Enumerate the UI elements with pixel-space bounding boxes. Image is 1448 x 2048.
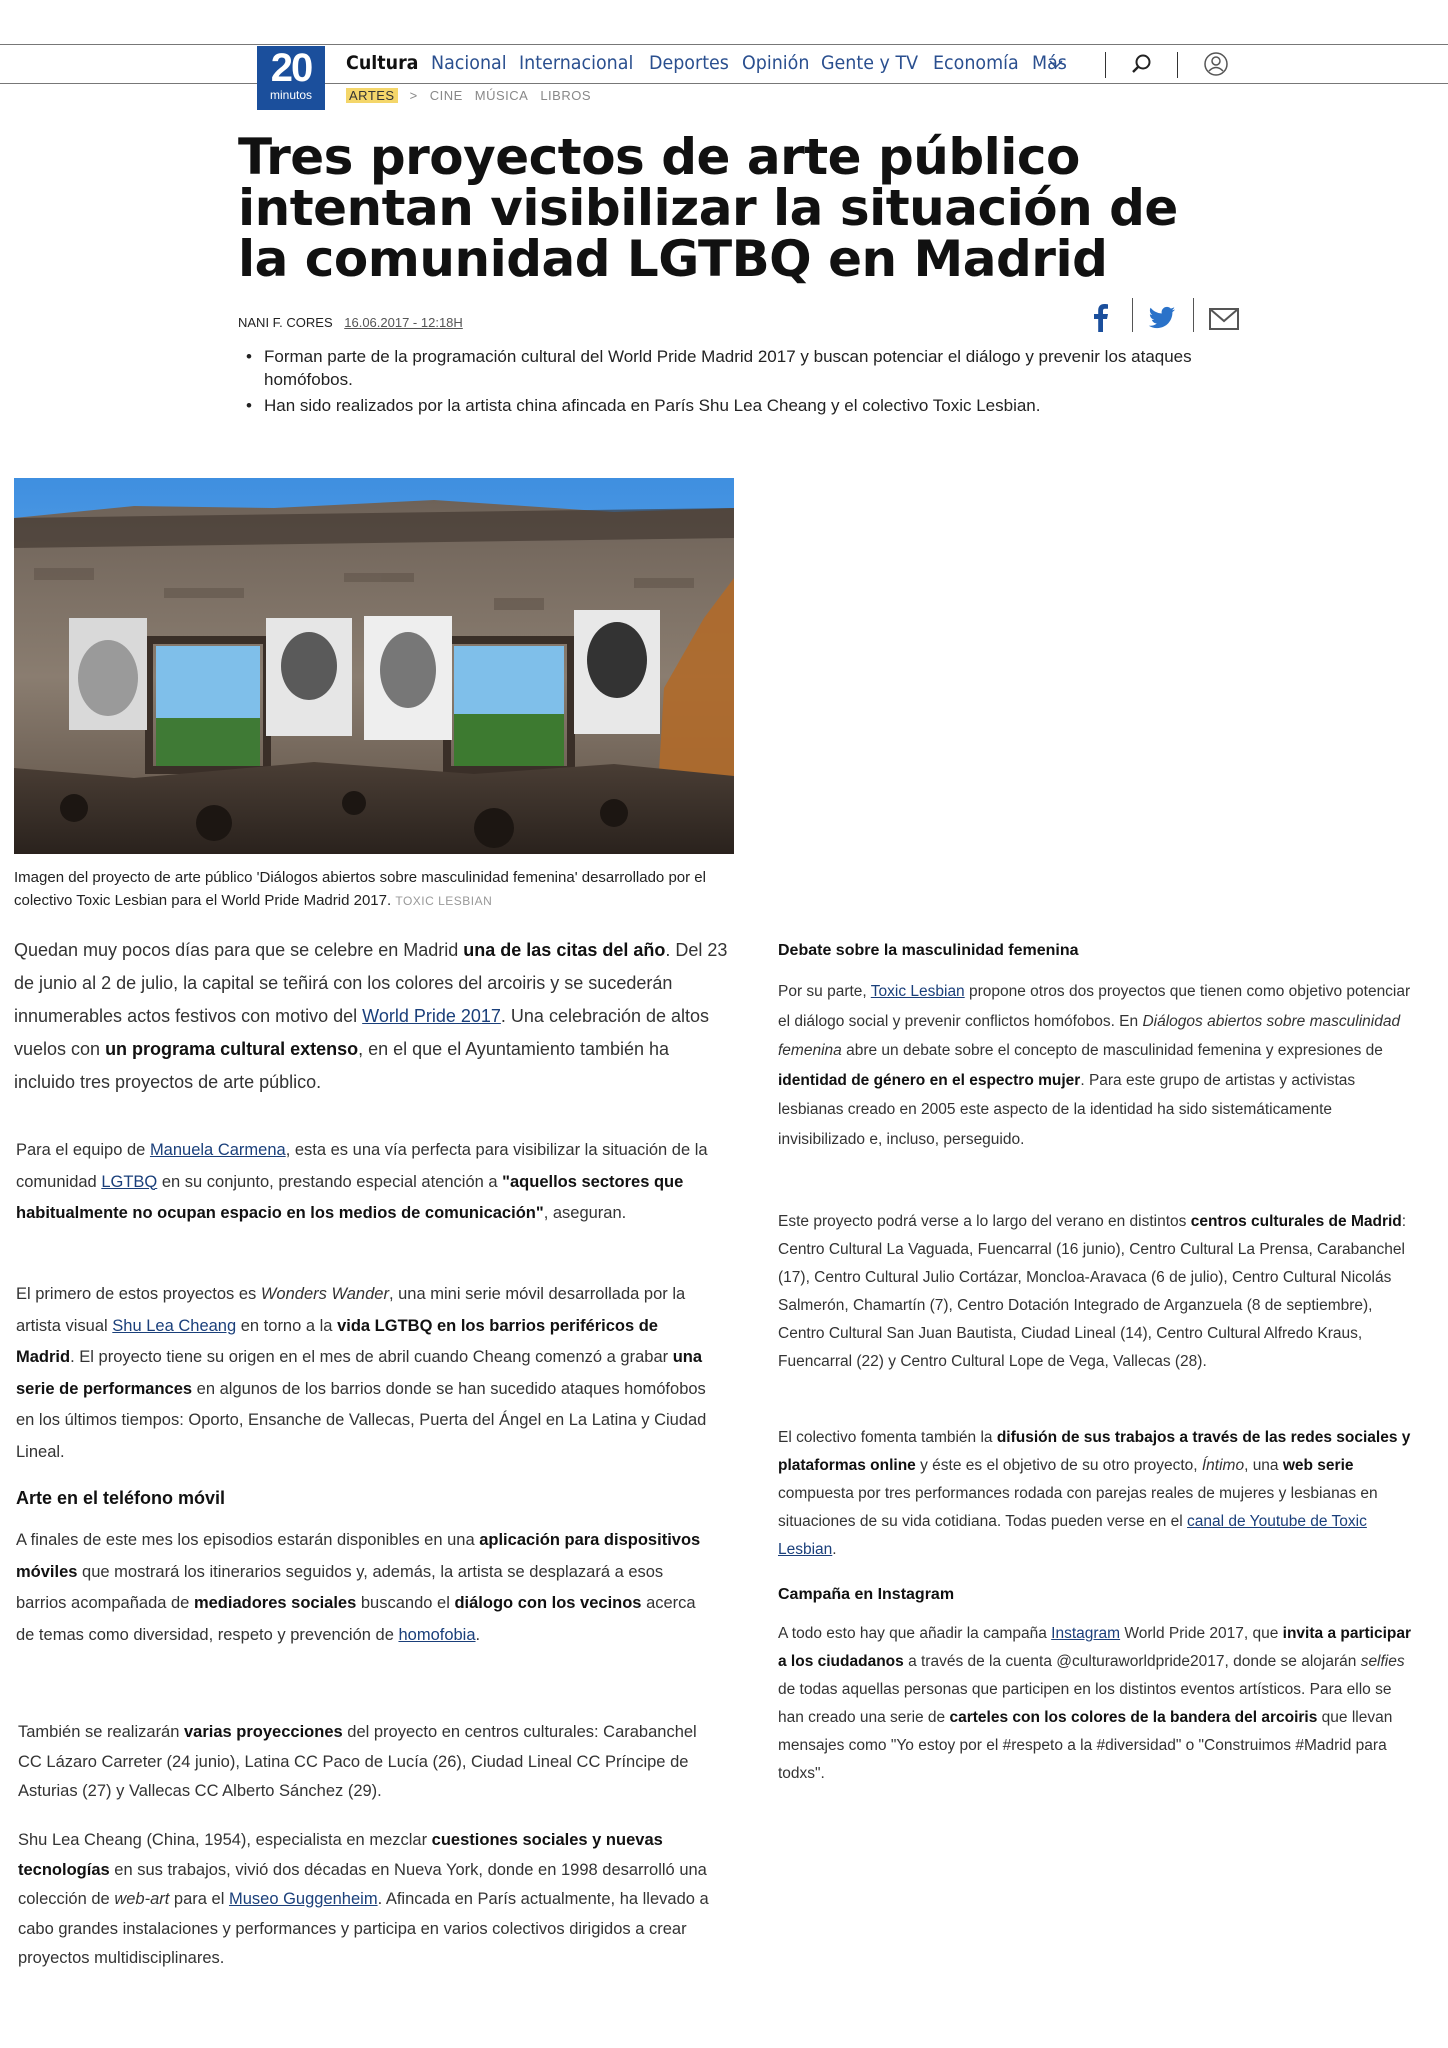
text-run: Wonders Wander — [260, 1285, 389, 1303]
text-run: aplicación para dispositivos móviles — [16, 1531, 701, 1581]
link-manuela-carmena[interactable]: Manuela Carmena — [149, 1141, 286, 1159]
nav-item-deportes[interactable]: Deportes — [649, 52, 730, 74]
section-heading-movil: Arte en el teléfono móvil — [16, 1488, 226, 1508]
text-run: un programa cultural extenso — [105, 1039, 359, 1059]
share-divider — [1193, 298, 1194, 332]
text-run: invita a participar a los ciudadanos — [778, 1625, 1412, 1670]
chevron-down-icon[interactable] — [1048, 58, 1064, 70]
text-run: identidad de género en el espectro mujer — [778, 1071, 1081, 1089]
text-run: El primero de estos proyectos es — [16, 1285, 261, 1303]
article-photo[interactable] — [14, 478, 734, 854]
paragraph-right-2 — [778, 1208, 1418, 1376]
text-run: World Pride 2017, que — [1120, 1625, 1283, 1642]
link-lgtbq[interactable]: LGTBQ — [101, 1172, 158, 1191]
text-run: para el — [169, 1890, 229, 1908]
subnav-item-cine[interactable]: CINE — [429, 88, 463, 103]
text-run: . Afincada en París actualmente, ha llevado a cabo grandes instalaciones y performances y participa en varios colectivos dirigidos a crear proyectos multidisciplinares. — [18, 1890, 709, 1967]
text-run: A todo esto hay que añadir la campaña — [778, 1625, 1052, 1642]
text-run: diálogo con los vecinos — [454, 1594, 642, 1612]
subnav-item-artes[interactable]: ARTES — [346, 88, 398, 103]
text-run: , aseguran. — [543, 1204, 627, 1222]
text-run: . Para este grupo de artistas y activistas lesbianas creado en 2005 este aspecto de la identidad ha sido sistemáticamente invisibilizado e, incluso, perseguido. — [778, 1071, 1356, 1148]
text-run: A finales de este mes los episodios estarán disponibles en una — [16, 1531, 480, 1549]
author-name[interactable]: NANI F. CORES — [238, 315, 333, 330]
link-world-pride[interactable]: World Pride 2017 — [362, 1006, 501, 1026]
main-nav — [346, 52, 1068, 74]
link-homofobia[interactable]: homofobia — [398, 1625, 476, 1644]
nav-item-internacional[interactable]: Internacional — [518, 52, 634, 74]
text-run: que mostrará los itinerarios seguidos y, además, la artista se desplazará a esos barrios acompañada de — [16, 1562, 664, 1612]
paragraph-6 — [18, 1826, 718, 1974]
nav-item-cultura[interactable]: Cultura — [346, 52, 419, 74]
logo-word: minutos — [269, 88, 313, 102]
text-run: compuesta por tres performances rodada con parejas reales de mujeres y lesbianas en situaciones de su vida cotidiana. Todas pueden verse en el — [778, 1485, 1378, 1530]
nav-divider — [1105, 52, 1106, 78]
text-run: , esta es una vía perfecta para visibilizar la situación de la comunidad — [16, 1141, 708, 1191]
paragraph-4 — [16, 1525, 716, 1651]
text-run: web serie — [1282, 1457, 1354, 1474]
text-run: de todas aquellas personas que participen en los distintos eventos artísticos. Para ello se han creado una serie de — [778, 1681, 1392, 1726]
paragraph-1 — [14, 934, 734, 1099]
text-run: una de las citas del año — [463, 940, 666, 960]
section-heading-debate: Debate sobre la masculinidad femenina — [778, 942, 1079, 959]
paragraph-right-1 — [778, 977, 1418, 1154]
user-icon[interactable] — [1202, 50, 1230, 78]
text-run: , una mini serie móvil desarrollada por la artista visual — [16, 1285, 686, 1335]
article-summary — [244, 345, 1244, 420]
text-run: varias proyecciones — [184, 1723, 343, 1741]
nav-item-nacional[interactable]: Nacional — [430, 52, 507, 74]
text-run: abre un debate sobre el concepto de masculinidad femenina y expresiones de — [841, 1042, 1383, 1059]
text-run: propone otros dos proyectos que tienen como objetivo potenciar el diálogo social y prevenir conflictos homófobos. En — [778, 983, 1411, 1030]
text-run: difusión de sus trabajos a través de las redes sociales y plataformas online — [778, 1429, 1411, 1474]
text-run: . Una celebración de altos vuelos con — [14, 1006, 710, 1059]
nav-item-opinion[interactable]: Opinión — [742, 52, 810, 74]
text-run: Diálogos abiertos sobre masculinidad femenina — [778, 1012, 1401, 1059]
text-run: Para el equipo de — [16, 1141, 150, 1159]
summary-bullet: • Han sido realizados por la artista china afincada en París Shu Lea Cheang y el colectivo Toxic Lesbian. — [244, 394, 1244, 417]
nav-divider — [1177, 52, 1178, 78]
text-run: Este proyecto podrá verse a lo largo del verano en distintos — [778, 1213, 1191, 1230]
text-run: . — [475, 1625, 481, 1644]
text-run: "aquellos sectores que habitualmente no ocupan espacio en los medios de comunicación" — [16, 1172, 684, 1222]
text-run: . El proyecto tiene su origen en el mes de abril cuando Cheang comenzó a grabar — [70, 1348, 673, 1366]
text-run: El colectivo fomenta también la — [778, 1429, 997, 1446]
site-logo[interactable] — [257, 46, 325, 110]
nav-item-gente-tv[interactable]: Gente y TV — [821, 52, 919, 74]
article-title: Tres proyectos de arte público intentan visibilizar la situación de la comunidad LGTBQ en Madrid — [238, 128, 1178, 288]
link-toxic-lesbian[interactable]: Toxic Lesbian — [870, 983, 965, 1000]
mail-icon[interactable] — [1208, 300, 1240, 336]
text-run: acerca de temas como diversidad, respeto y prevención de — [16, 1594, 696, 1644]
search-icon[interactable] — [1128, 50, 1156, 78]
text-run: Quedan muy pocos días para que se celebre en Madrid — [14, 940, 464, 960]
summary-bullet: • Forman parte de la programación cultural del World Pride Madrid 2017 y buscan potenciar el diálogo y prevenir los ataques homófobos. — [244, 345, 1244, 391]
text-run: selfies — [1360, 1653, 1405, 1670]
text-run: en sus trabajos, vivió dos décadas en Nueva York, donde en 1998 desarrolló una colección de — [18, 1860, 707, 1908]
text-run: mediadores sociales — [193, 1594, 357, 1612]
text-run: en algunos de los barrios donde se han sucedido ataques homófobos en los últimos tiempos: Oporto, Ensanche de Vallecas, Puerta del Ángel en La Latina y Ciudad Lineal. — [16, 1379, 707, 1461]
twitter-icon[interactable] — [1147, 300, 1177, 336]
text-run: buscando el — [356, 1594, 455, 1612]
text-run: web-art — [114, 1890, 170, 1908]
subnav-item-musica[interactable]: MÚSICA — [474, 88, 529, 103]
text-run: , una — [1244, 1457, 1283, 1474]
section-heading-instagram: Campaña en Instagram — [778, 1586, 955, 1603]
text-run: cuestiones sociales y nuevas tecnologías — [18, 1831, 663, 1879]
link-shu-lea-cheang[interactable]: Shu Lea Cheang — [112, 1316, 237, 1335]
paragraph-3 — [16, 1279, 716, 1468]
text-run: También se realizarán — [18, 1723, 184, 1741]
paragraph-2 — [16, 1135, 716, 1230]
paragraph-right-4 — [778, 1620, 1418, 1788]
text-run: Íntimo — [1201, 1457, 1245, 1474]
text-run: y éste es el objetivo de su otro proyecto, — [915, 1457, 1202, 1474]
link-instagram[interactable]: Instagram — [1051, 1625, 1121, 1642]
text-run: Shu Lea Cheang (China, 1954), especialista en mezclar — [18, 1831, 432, 1849]
caption-text: Imagen del proyecto de arte público 'Diálogos abiertos sobre masculinidad femenina' desarrollado por el colectivo Toxic Lesbian para el World Pride Madrid 2017. — [14, 869, 706, 909]
link-youtube-toxic-lesbian[interactable]: canal de Youtube de Toxic Lesbian — [778, 1513, 1367, 1558]
text-run: en torno a la — [236, 1316, 338, 1335]
paragraph-right-3 — [778, 1424, 1418, 1564]
paragraph-5 — [18, 1718, 718, 1807]
text-run: . — [832, 1541, 837, 1558]
text-run: vida LGTBQ en los barrios periféricos de Madrid — [16, 1316, 658, 1366]
sub-nav — [346, 88, 591, 103]
text-run: del proyecto en centros culturales: Carabanchel CC Lázaro Carreter (24 junio), Latina CC Paco de Lucía (26), Ciudad Lineal CC Príncipe de Asturias (27) y Vallecas CC Alberto Sánchez (29). — [18, 1723, 697, 1800]
text-run: centros culturales de Madrid — [1190, 1213, 1402, 1230]
text-run: una serie de performances — [16, 1348, 703, 1398]
text-run: a través de la cuenta @culturaworldpride2017, donde se alojarán — [903, 1653, 1361, 1670]
publish-date: 16.06.2017 - 12:18H — [344, 315, 463, 330]
subnav-item-libros[interactable]: LIBROS — [540, 88, 592, 103]
text-run: : Centro Cultural La Vaguada, Fuencarral (16 junio), Centro Cultural La Prensa, Carabanchel (17), Centro Cultural Julio Cortázar, Moncloa-Aravaca (6 de julio), Centro Cultural Nicolás Salmerón, Chamartín (7), Centro Dotación Integrado de Arganzuela (8 de septiembre), Centro Cultural San Juan Bautista, Ciudad Lineal (14), Centro Cultural Alfredo Kraus, Fuencarral (22) y Centro Cultural Lope de Vega, Vallecas (28). — [778, 1213, 1407, 1370]
facebook-icon[interactable] — [1090, 300, 1112, 336]
nav-item-economia[interactable]: Economía — [932, 52, 1019, 74]
photo-caption — [14, 866, 734, 913]
text-run: . Del 23 de junio al 2 de julio, la capital se teñirá con los colores del arcoiris y se sucederán innumerables actos festivos con motivo del — [14, 940, 728, 1026]
subnav-separator: > — [409, 88, 418, 103]
share-divider — [1132, 298, 1133, 332]
text-run: carteles con los colores de la bandera del arcoiris — [949, 1709, 1318, 1726]
nav-item-mas[interactable]: Más — [1032, 52, 1068, 74]
text-run: , en el que el Ayuntamiento también ha incluido tres proyectos de arte público. — [14, 1039, 670, 1092]
text-run: que llevan mensajes como "Yo estoy por el #respeto a la #diversidad" o "Construimos #Madrid para todxs". — [778, 1709, 1393, 1782]
logo-number: 20 — [270, 46, 312, 90]
byline — [238, 315, 463, 330]
photo-credit: TOXIC LESBIAN — [395, 894, 493, 908]
text-run: Por su parte, — [778, 983, 871, 1000]
text-run: en su conjunto, prestando especial atención a — [157, 1172, 503, 1191]
link-museo-guggenheim[interactable]: Museo Guggenheim — [228, 1890, 378, 1908]
